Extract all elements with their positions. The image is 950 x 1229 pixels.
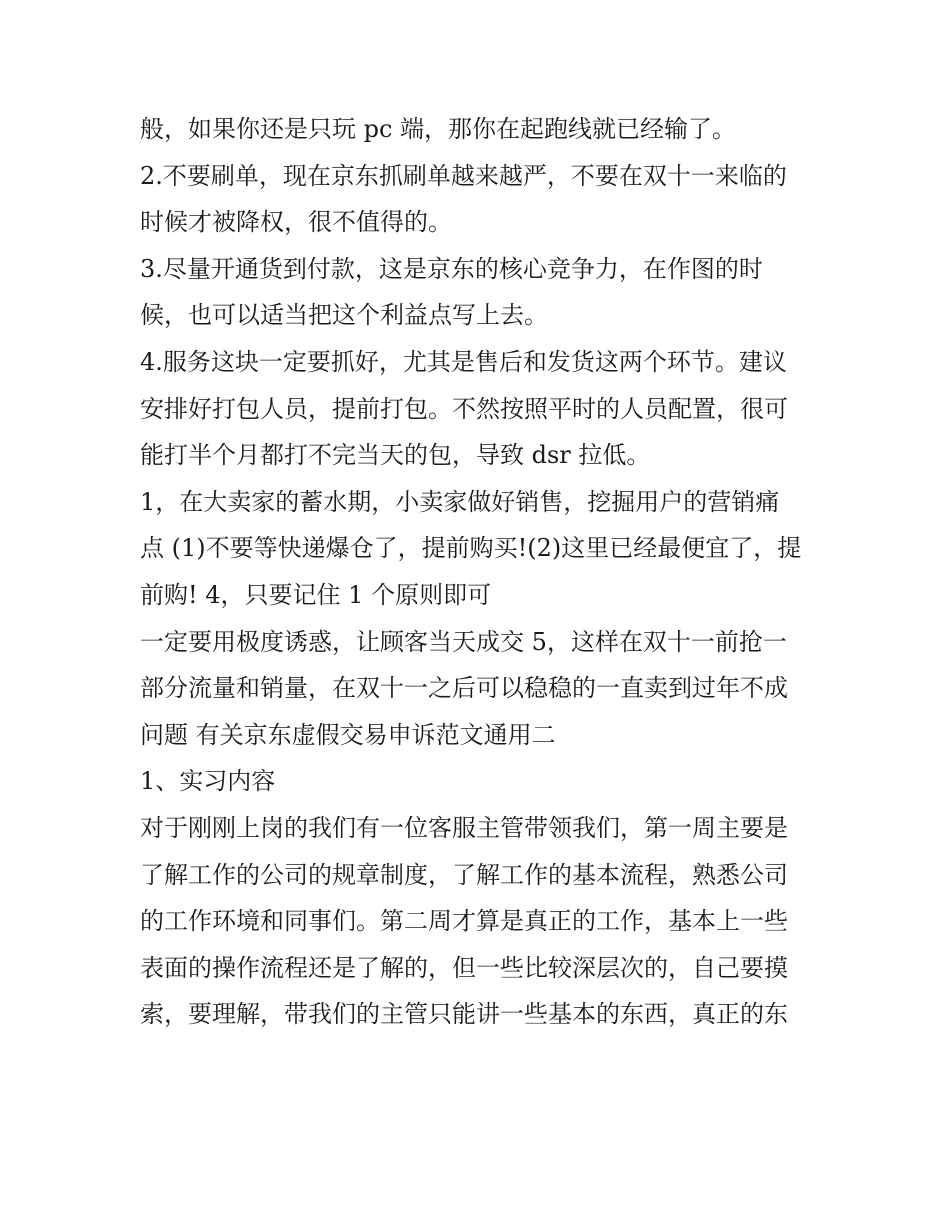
text-line: 时候才被降权，很不值得的。 — [140, 208, 452, 237]
text-line: 安排好打包人员，提前打包。不然按照平时的人员配置，很可 — [140, 394, 788, 423]
text-line: 问题 有关京东虚假交易申诉范文通用二 — [140, 720, 556, 749]
text-line: 1、实习内容 — [140, 767, 276, 796]
text-line: 部分流量和销量，在双十一之后可以稳稳的一直卖到过年不成 — [140, 674, 788, 703]
text-line: 表面的操作流程还是了解的，但一些比较深层次的，自己要摸 — [140, 953, 788, 982]
text-line: 1，在大卖家的蓄水期，小卖家做好销售，挖掘用户的营销痛 — [140, 487, 780, 516]
text-line: 候，也可以适当把这个利益点写上去。 — [140, 301, 548, 330]
text-line: 对于刚刚上岗的我们有一位客服主管带领我们，第一周主要是 — [140, 813, 788, 842]
document-body — [140, 106, 820, 1038]
text-line: 2.不要刷单，现在京东抓刷单越来越严，不要在双十一来临的 — [140, 161, 787, 190]
text-line: 3.尽量开通货到付款，这是京东的核心竞争力，在作图的时 — [140, 254, 763, 283]
text-line: 索，要理解，带我们的主管只能讲一些基本的东西，真正的东 — [140, 1000, 788, 1029]
text-line: 前购! 4，只要记住 1 个原则即可 — [140, 580, 492, 609]
text-line: 一定要用极度诱惑，让顾客当天成交 5，这样在双十一前抢一 — [140, 627, 787, 656]
text-line: 般，如果你还是只玩 pc 端，那你在起跑线就已经输了。 — [140, 115, 737, 143]
text-line: 点 (1)不要等快递爆仓了，提前购买!(2)这里已经最便宜了，提 — [140, 534, 802, 563]
text-line: 的工作环境和同事们。第二周才算是真正的工作，基本上一些 — [140, 907, 788, 936]
text-line: 能打半个月都打不完当天的包，导致 dsr 拉低。 — [140, 441, 651, 470]
text-line: 了解工作的公司的规章制度，了解工作的基本流程，熟悉公司 — [140, 860, 788, 889]
text-line: 4.服务这块一定要抓好，尤其是售后和发货这两个环节。建议 — [140, 347, 787, 376]
